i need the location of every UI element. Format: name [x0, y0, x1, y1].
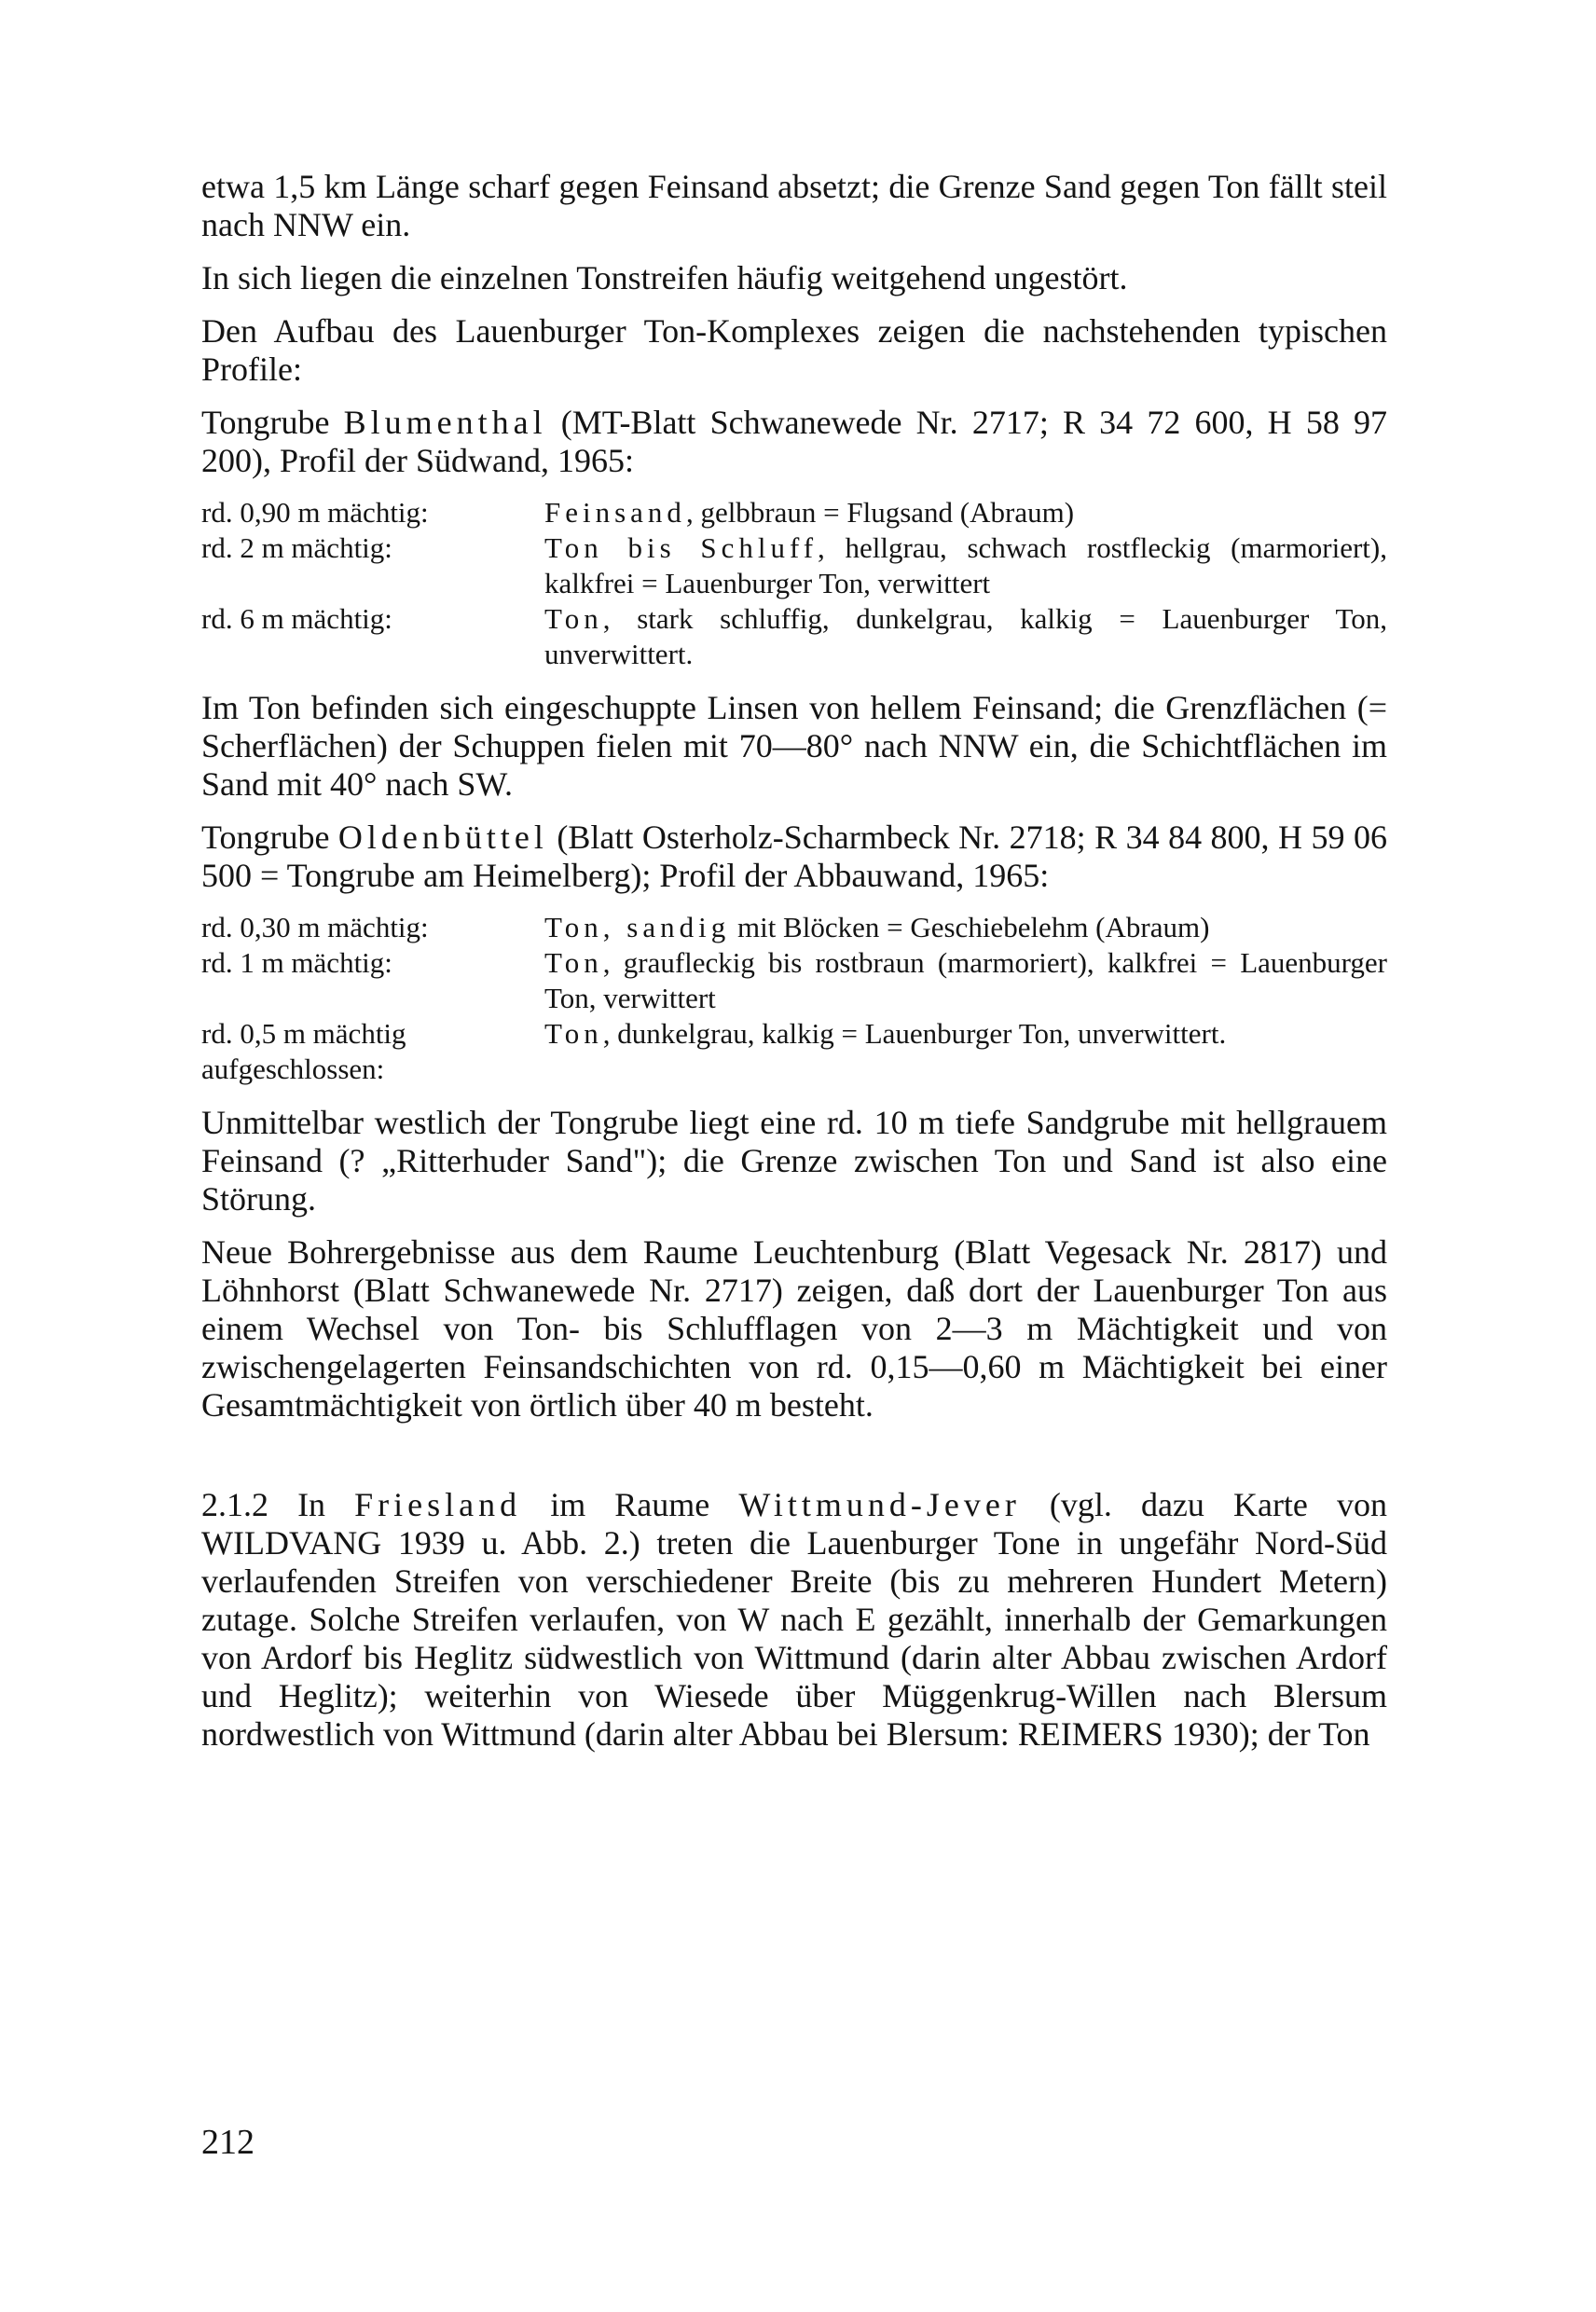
description-cell — [544, 530, 1387, 601]
material-description: mit Blöcken = Geschiebelehm (Abraum) — [730, 911, 1210, 943]
description-cell — [544, 495, 1387, 530]
material-name: Ton — [544, 602, 603, 635]
material-description: , gelbbraun = Flugsand (Abraum) — [685, 496, 1075, 529]
profile-table-oldenbuettel — [201, 910, 1387, 1087]
text-mid: im Raume — [521, 1486, 739, 1523]
section-2-1-2 — [201, 1486, 1387, 1754]
place-name-wittmund-jever: Wittmund-Jever — [738, 1486, 1021, 1523]
paragraph-oldenbuettel — [201, 819, 1387, 895]
text-pre: Tongrube — [201, 404, 344, 441]
material-name: Ton, sandig — [544, 911, 731, 943]
depth-cell: rd. 2 m mächtig: — [201, 531, 392, 564]
text-pre: Tongrube — [201, 819, 338, 856]
paragraph-7: Unmittelbar westlich der Tongrube liegt eine rd. 10 m tiefe Sandgrube mit hellgrauem Feinsand (? „Ritterhuder Sand"); die Grenze zwischen Ton und Sand ist also eine Störung. — [201, 1104, 1387, 1218]
depth-cell: rd. 6 m mächtig: — [201, 602, 392, 635]
depth-cell: rd. 1 m mächtig: — [201, 946, 392, 979]
material-name: Ton — [544, 946, 603, 979]
description-cell — [544, 910, 1387, 945]
material-name: Ton — [544, 1017, 603, 1050]
text-post: (MT-Blatt Schwanewede Nr. 2717; R 34 72 600, H 58 97 200), Profil der Südwand, 1965: — [201, 404, 1387, 479]
depth-cell: rd. 0,30 m mächtig: — [201, 911, 429, 943]
place-name-blumenthal: Blumenthal — [343, 404, 547, 441]
material-name: Feinsand — [544, 496, 686, 529]
section-number: 2.1.2 In — [201, 1486, 355, 1523]
paragraph-1: etwa 1,5 km Länge scharf gegen Feinsand absetzt; die Grenze Sand gegen Ton fällt steil nach NNW ein. — [201, 168, 1387, 243]
paragraph-2: In sich liegen die einzelnen Tonstreifen häufig weitgehend ungestört. — [201, 259, 1128, 296]
profile-row — [201, 910, 1387, 945]
place-name-oldenbuettel: Oldenbüttel — [337, 819, 548, 856]
depth-cell: rd. 0,90 m mächtig: — [201, 496, 429, 529]
material-description: , hellgrau, schwach rostfleckig (marmoriert), kalkfrei = Lauenburger Ton, verwittert — [544, 531, 1387, 599]
material-name: Ton bis Schluff — [544, 531, 819, 564]
paragraph-8: Neue Bohrergebnisse aus dem Raume Leuchtenburg (Blatt Vegesack Nr. 2817) und Löhnhorst (Blatt Schwanewede Nr. 2717) zeigen, daß dort der Lauenburger Ton aus einem Wechsel von Ton- bis Schlufflagen von 2—3 m Mächtigkeit und von zwischengelagerten Feinsandschichten von rd. 0,15—0,60 m Mächtigkeit bei einer Gesamtmächtigkeit von örtlich über 40 m besteht. — [201, 1233, 1387, 1424]
description-cell — [544, 1016, 1387, 1087]
description-cell — [544, 945, 1387, 1016]
material-description: , graufleckig bis rostbraun (marmoriert), kalkfrei = Lauenburger Ton, verwittert — [544, 946, 1387, 1014]
text-post: (vgl. dazu Karte von WILDVANG 1939 u. Abb. 2.) treten die Lauenburger Tone in ungefähr Nord-Süd verlaufenden Streifen von verschiedener Breite (bis zu mehreren Hundert Metern) zutage. Solche Streifen verlaufen, von W nach E gezählt, innerhalb der Gemarkungen von Ardorf bis Heglitz südwestlich von Wittmund (darin alter Abbau zwischen Ardorf und Heglitz); weiterhin von Wiesede über Müggenkrug-Willen nach Blersum nordwestlich von Wittmund (darin alter Abbau bei Blersum: REIMERS 1930); der Ton — [201, 1486, 1387, 1753]
place-name-friesland: Friesland — [354, 1486, 522, 1523]
description-cell — [544, 601, 1387, 672]
paragraph-3: Den Aufbau des Lauenburger Ton-Komplexes zeigen die nachstehenden typischen Profile: — [201, 312, 1387, 388]
material-description: , dunkelgrau, kalkig = Lauenburger Ton, unverwittert. — [602, 1017, 1227, 1050]
material-description: , stark schluffig, dunkelgrau, kalkig = Lauenburger Ton, unverwittert. — [544, 602, 1387, 670]
profile-row — [201, 601, 1387, 672]
profile-table-blumenthal — [201, 495, 1387, 672]
page-body — [201, 168, 1387, 1768]
page-number: 212 — [201, 2123, 255, 2162]
profile-row — [201, 530, 1387, 601]
profile-row — [201, 945, 1387, 1016]
paragraph-5: Im Ton befinden sich eingeschuppte Linsen von hellem Feinsand; die Grenzflächen (= Scherflächen) der Schuppen fielen mit 70—80° nach NNW ein, die Schichtflächen im Sand mit 40° nach SW. — [201, 689, 1387, 803]
paragraph-blumenthal — [201, 404, 1387, 480]
profile-row — [201, 1016, 1387, 1087]
profile-row — [201, 495, 1387, 530]
depth-cell: rd. 0,5 m mächtig aufgeschlossen: — [201, 1017, 406, 1085]
text-post: (Blatt Osterholz-Scharmbeck Nr. 2718; R 34 84 800, H 59 06 500 = Tongrube am Heimelberg); Profil der Abbauwand, 1965: — [201, 819, 1387, 894]
